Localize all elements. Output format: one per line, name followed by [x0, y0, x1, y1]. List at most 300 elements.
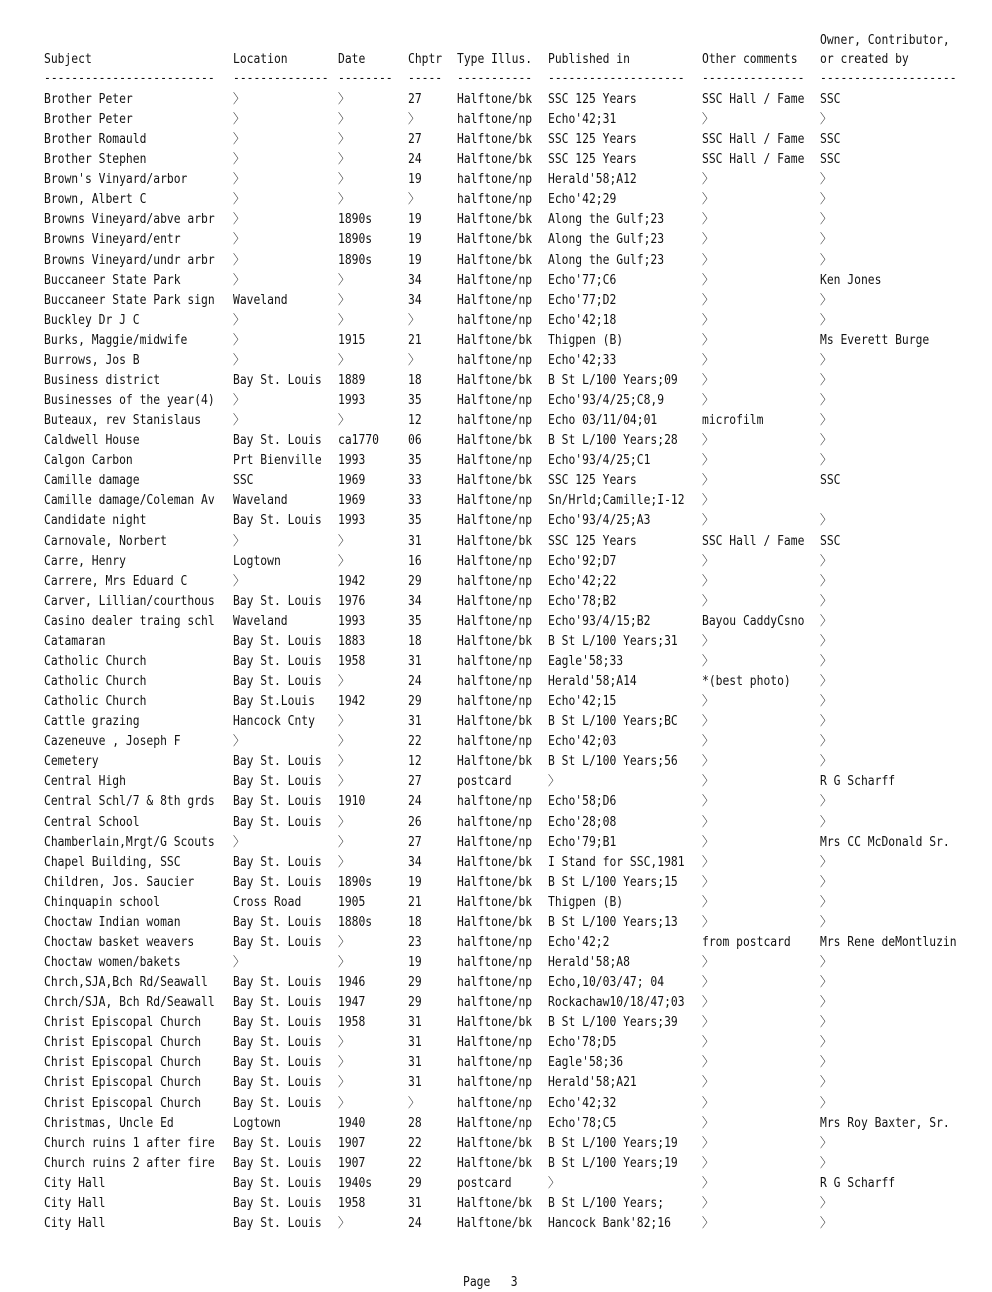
- cell-published-in: Echo'28;08: [548, 814, 617, 830]
- cell-date: 〉: [338, 533, 350, 549]
- cell-owner: 〉: [820, 754, 832, 770]
- page-footer: [463, 1275, 518, 1290]
- cell-chapter: 34: [408, 292, 422, 308]
- cell-date: 1946: [338, 975, 366, 991]
- cell-owner: 〉: [820, 252, 832, 268]
- cell-owner: 〉: [820, 734, 832, 750]
- cell-type-illus: Halftone/bk: [457, 372, 533, 388]
- cell-chapter: 31: [408, 1015, 422, 1031]
- cell-location: Bay St. Louis: [233, 1135, 322, 1151]
- cell-published-in: Hancock Bank'82;16: [548, 1215, 671, 1231]
- cell-other-comments: microfilm: [702, 413, 764, 429]
- cell-date: 1942: [338, 573, 366, 589]
- cell-date: 〉: [338, 312, 350, 328]
- cell-type-illus: Halftone/bk: [457, 1135, 533, 1151]
- cell-published-in: Herald'58;A21: [548, 1075, 637, 1091]
- cell-date: 〉: [338, 854, 350, 870]
- cell-chapter: 34: [408, 272, 422, 288]
- cell-chapter: 19: [408, 232, 422, 248]
- cell-location: 〉: [233, 172, 245, 188]
- column-header-published-in: Published in: [548, 52, 630, 67]
- cell-published-in: Echo'79;B1: [548, 834, 617, 850]
- cell-owner: 〉: [820, 854, 832, 870]
- cell-date: 1976: [338, 593, 366, 609]
- cell-owner: 〉: [820, 1215, 832, 1231]
- cell-location: 〉: [233, 352, 245, 368]
- cell-location: 〉: [233, 312, 245, 328]
- cell-subject: Cazeneuve , Joseph F: [44, 734, 181, 750]
- cell-published-in: Eagle'58;33: [548, 653, 624, 669]
- page-number: 3: [510, 1275, 518, 1290]
- cell-owner: R G Scharff: [820, 1175, 896, 1191]
- cell-subject: Chamberlain,Mrgt/G Scouts: [44, 834, 215, 850]
- cell-date: 〉: [338, 1215, 350, 1231]
- cell-subject: Camille damage: [44, 473, 140, 489]
- cell-type-illus: halftone/np: [457, 1075, 533, 1091]
- cell-subject: City Hall: [44, 1195, 106, 1211]
- cell-chapter: 19: [408, 955, 422, 970]
- cell-other-comments: SSC Hall / Fame: [702, 92, 805, 107]
- cell-subject: Buckley Dr J C: [44, 312, 140, 328]
- cell-chapter: 35: [408, 393, 422, 409]
- cell-date: 〉: [338, 674, 350, 690]
- cell-date: 〉: [338, 152, 350, 168]
- cell-published-in: Sn/Hrld;Camille;I-12: [548, 493, 685, 509]
- cell-type-illus: Halftone/np: [457, 1035, 533, 1051]
- cell-owner: 〉: [820, 955, 832, 970]
- cell-other-comments: 〉: [702, 172, 714, 188]
- cell-subject: Children, Jos. Saucier: [44, 874, 195, 890]
- cell-owner: SSC: [820, 533, 841, 549]
- cell-date: 〉: [338, 413, 350, 429]
- cell-type-illus: Halftone/np: [457, 493, 533, 509]
- cell-type-illus: halftone/np: [457, 312, 533, 328]
- cell-published-in: Echo'58;D6: [548, 794, 617, 810]
- cell-subject: Calgon Carbon: [44, 453, 133, 469]
- cell-owner: 〉: [820, 995, 832, 1011]
- cell-published-in: B St L/100 Years;09: [548, 372, 678, 388]
- cell-type-illus: halftone/np: [457, 674, 533, 690]
- cell-type-illus: Halftone/bk: [457, 132, 533, 148]
- cell-subject: Casino dealer traing schl: [44, 613, 215, 629]
- cell-location: Bay St. Louis: [233, 854, 322, 870]
- cell-chapter: 24: [408, 152, 422, 168]
- cell-location: Logtown: [233, 553, 281, 569]
- cell-date: 1993: [338, 513, 366, 529]
- cell-owner: 〉: [820, 814, 832, 830]
- cell-other-comments: from postcard: [702, 934, 791, 950]
- cell-published-in: Herald'58;A14: [548, 674, 637, 690]
- cell-owner: SSC: [820, 92, 841, 107]
- cell-type-illus: halftone/np: [457, 192, 533, 208]
- cell-location: Bay St. Louis: [233, 934, 322, 950]
- cell-type-illus: Halftone/bk: [457, 874, 533, 890]
- cell-other-comments: 〉: [702, 774, 714, 790]
- cell-owner: 〉: [820, 1195, 832, 1211]
- cell-date: 〉: [338, 112, 350, 128]
- cell-type-illus: Halftone/np: [457, 513, 533, 529]
- cell-subject: Business district: [44, 372, 161, 388]
- cell-other-comments: 〉: [702, 874, 714, 890]
- cell-owner: R G Scharff: [820, 774, 896, 790]
- cell-subject: Christ Episcopal Church: [44, 1055, 202, 1071]
- cell-other-comments: 〉: [702, 814, 714, 830]
- cell-date: 〉: [338, 834, 350, 850]
- cell-date: 1993: [338, 613, 366, 629]
- cell-location: 〉: [233, 393, 245, 409]
- cell-owner: 〉: [820, 372, 832, 388]
- cell-published-in: SSC 125 Years: [548, 152, 637, 168]
- cell-owner: Mrs Rene deMontluzin: [820, 934, 957, 950]
- cell-subject: Cattle grazing: [44, 714, 140, 730]
- cell-chapter: 27: [408, 774, 422, 790]
- cell-chapter: 21: [408, 332, 422, 348]
- cell-owner: Mrs CC McDonald Sr.: [820, 834, 950, 850]
- cell-published-in: Thigpen (B): [548, 894, 624, 910]
- cell-chapter: 16: [408, 553, 422, 569]
- cell-other-comments: 〉: [702, 794, 714, 810]
- cell-chapter: 12: [408, 754, 422, 770]
- cell-published-in: Herald'58;A12: [548, 172, 637, 188]
- cell-subject: Buteaux, rev Stanislaus: [44, 413, 202, 429]
- cell-subject: Camille damage/Coleman Av: [44, 493, 215, 509]
- cell-type-illus: Halftone/bk: [457, 92, 533, 107]
- cell-chapter: 12: [408, 413, 422, 429]
- cell-date: 1993: [338, 453, 366, 469]
- cell-other-comments: 〉: [702, 192, 714, 208]
- header-rule-location: --------------: [233, 71, 329, 86]
- cell-owner: 〉: [820, 453, 832, 469]
- cell-published-in: B St L/100 Years;19: [548, 1135, 678, 1151]
- cell-date: 1890s: [338, 252, 373, 268]
- cell-type-illus: Halftone/bk: [457, 894, 533, 910]
- cell-owner: 〉: [820, 112, 832, 128]
- header-rule-other-comments: ---------------: [702, 71, 805, 86]
- cell-subject: Chapel Building, SSC: [44, 854, 181, 870]
- cell-chapter: 28: [408, 1115, 422, 1131]
- cell-chapter: 31: [408, 1035, 422, 1051]
- cell-subject: Central Schl/7 & 8th grds: [44, 794, 215, 810]
- cell-type-illus: halftone/np: [457, 1095, 533, 1111]
- cell-subject: Buccaneer State Park sign: [44, 292, 215, 308]
- cell-location: Bay St. Louis: [233, 653, 322, 669]
- column-header-type-illus: Type Illus.: [457, 52, 533, 67]
- cell-subject: Church ruins 2 after fire: [44, 1155, 215, 1171]
- cell-date: 1907: [338, 1155, 366, 1171]
- cell-chapter: 31: [408, 1195, 422, 1211]
- cell-type-illus: Halftone/bk: [457, 714, 533, 730]
- cell-type-illus: Halftone/bk: [457, 152, 533, 168]
- cell-date: 1889: [338, 372, 366, 388]
- cell-subject: Brother Romauld: [44, 132, 147, 148]
- cell-type-illus: halftone/np: [457, 1055, 533, 1071]
- cell-date: 〉: [338, 1055, 350, 1071]
- cell-type-illus: Halftone/bk: [457, 854, 533, 870]
- cell-location: Bay St. Louis: [233, 1055, 322, 1071]
- cell-owner: 〉: [820, 633, 832, 649]
- cell-chapter: 19: [408, 212, 422, 228]
- cell-date: 1993: [338, 393, 366, 409]
- cell-subject: Brown, Albert C: [44, 192, 147, 208]
- cell-other-comments: 〉: [702, 352, 714, 368]
- cell-date: 〉: [338, 1075, 350, 1091]
- cell-chapter: 19: [408, 252, 422, 268]
- cell-date: 1940: [338, 1115, 366, 1131]
- cell-owner: 〉: [820, 1135, 832, 1151]
- cell-other-comments: 〉: [702, 1095, 714, 1111]
- cell-other-comments: 〉: [702, 493, 714, 509]
- cell-published-in: Echo'42;18: [548, 312, 617, 328]
- cell-date: 1947: [338, 995, 366, 1011]
- cell-location: Bay St. Louis: [233, 995, 322, 1011]
- cell-other-comments: 〉: [702, 653, 714, 669]
- cell-other-comments: 〉: [702, 473, 714, 489]
- cell-chapter: 35: [408, 613, 422, 629]
- cell-location: Waveland: [233, 292, 288, 308]
- cell-subject: Chinquapin school: [44, 894, 161, 910]
- cell-type-illus: halftone/np: [457, 653, 533, 669]
- cell-owner: 〉: [820, 413, 832, 429]
- header-rule-date: --------: [338, 71, 393, 86]
- cell-location: Bay St. Louis: [233, 914, 322, 930]
- cell-location: 〉: [233, 272, 245, 288]
- cell-location: 〉: [233, 955, 245, 970]
- cell-type-illus: Halftone/bk: [457, 332, 533, 348]
- cell-type-illus: Halftone/bk: [457, 1215, 533, 1231]
- cell-chapter: 35: [408, 453, 422, 469]
- cell-subject: Carver, Lillian/courthous: [44, 593, 215, 609]
- cell-other-comments: SSC Hall / Fame: [702, 152, 805, 168]
- cell-location: Bay St. Louis: [233, 774, 322, 790]
- cell-other-comments: 〉: [702, 272, 714, 288]
- cell-type-illus: Halftone/np: [457, 1115, 533, 1131]
- cell-date: 1910: [338, 794, 366, 810]
- cell-other-comments: 〉: [702, 553, 714, 569]
- cell-other-comments: 〉: [702, 372, 714, 388]
- cell-published-in: Herald'58;A8: [548, 955, 630, 970]
- cell-chapter: 21: [408, 894, 422, 910]
- cell-chapter: 33: [408, 473, 422, 489]
- cell-owner: 〉: [820, 914, 832, 930]
- cell-location: 〉: [233, 152, 245, 168]
- cell-chapter: 〉: [408, 352, 420, 368]
- cell-owner: 〉: [820, 653, 832, 669]
- cell-subject: Chrch/SJA, Bch Rd/Seawall: [44, 995, 215, 1011]
- cell-other-comments: 〉: [702, 232, 714, 248]
- cell-location: 〉: [233, 734, 245, 750]
- cell-type-illus: halftone/np: [457, 352, 533, 368]
- cell-chapter: 24: [408, 794, 422, 810]
- cell-owner: 〉: [820, 1015, 832, 1031]
- cell-owner: 〉: [820, 975, 832, 991]
- cell-published-in: B St L/100 Years;39: [548, 1015, 678, 1031]
- cell-published-in: Echo'42;03: [548, 734, 617, 750]
- cell-subject: Christ Episcopal Church: [44, 1015, 202, 1031]
- cell-owner: 〉: [820, 433, 832, 449]
- cell-date: 1890s: [338, 874, 373, 890]
- cell-type-illus: Halftone/np: [457, 272, 533, 288]
- cell-type-illus: halftone/np: [457, 794, 533, 810]
- cell-chapter: 34: [408, 593, 422, 609]
- cell-subject: Church ruins 1 after fire: [44, 1135, 215, 1151]
- cell-type-illus: halftone/np: [457, 955, 533, 970]
- cell-type-illus: Halftone/bk: [457, 1015, 533, 1031]
- cell-chapter: 27: [408, 92, 422, 107]
- cell-chapter: 18: [408, 914, 422, 930]
- cell-date: 〉: [338, 172, 350, 188]
- cell-other-comments: 〉: [702, 433, 714, 449]
- cell-location: Prt Bienville: [233, 453, 322, 469]
- cell-other-comments: 〉: [702, 1115, 714, 1131]
- cell-date: 〉: [338, 292, 350, 308]
- cell-subject: Brother Stephen: [44, 152, 147, 168]
- cell-subject: Catholic Church: [44, 653, 147, 669]
- cell-other-comments: 〉: [702, 734, 714, 750]
- cell-location: Bay St.Louis: [233, 694, 315, 710]
- cell-other-comments: 〉: [702, 393, 714, 409]
- cell-type-illus: halftone/np: [457, 995, 533, 1011]
- cell-type-illus: Halftone/np: [457, 553, 533, 569]
- cell-published-in: Echo'93/4/25;A3: [548, 513, 651, 529]
- cell-date: 〉: [338, 1095, 350, 1111]
- cell-location: Bay St. Louis: [233, 814, 322, 830]
- cell-location: Bay St. Louis: [233, 1175, 322, 1191]
- cell-chapter: 06: [408, 433, 422, 449]
- cell-owner: 〉: [820, 613, 832, 629]
- cell-published-in: Echo 03/11/04;01: [548, 413, 658, 429]
- cell-type-illus: halftone/np: [457, 413, 533, 429]
- cell-other-comments: 〉: [702, 1135, 714, 1151]
- cell-published-in: B St L/100 Years;31: [548, 633, 678, 649]
- cell-published-in: B St L/100 Years;19: [548, 1155, 678, 1171]
- cell-chapter: 29: [408, 573, 422, 589]
- cell-location: 〉: [233, 232, 245, 248]
- cell-chapter: 18: [408, 633, 422, 649]
- cell-published-in: Echo'77;D2: [548, 292, 617, 308]
- cell-published-in: Echo'42;15: [548, 694, 617, 710]
- cell-owner: 〉: [820, 573, 832, 589]
- cell-owner: 〉: [820, 393, 832, 409]
- cell-location: Bay St. Louis: [233, 1095, 322, 1111]
- cell-published-in: Echo'42;31: [548, 112, 617, 128]
- cell-location: Hancock Cnty: [233, 714, 315, 730]
- cell-other-comments: 〉: [702, 714, 714, 730]
- cell-location: Cross Road: [233, 894, 302, 910]
- cell-chapter: 33: [408, 493, 422, 509]
- cell-published-in: Echo'78;D5: [548, 1035, 617, 1051]
- cell-type-illus: Halftone/bk: [457, 252, 533, 268]
- column-header-date: Date: [338, 52, 366, 67]
- cell-date: 〉: [338, 734, 350, 750]
- cell-subject: Carre, Henry: [44, 553, 126, 569]
- cell-other-comments: 〉: [702, 513, 714, 529]
- cell-owner: 〉: [820, 794, 832, 810]
- cell-type-illus: Halftone/bk: [457, 633, 533, 649]
- cell-other-comments: 〉: [702, 1055, 714, 1071]
- cell-subject: Central School: [44, 814, 140, 830]
- cell-location: 〉: [233, 413, 245, 429]
- cell-type-illus: halftone/np: [457, 734, 533, 750]
- cell-date: 〉: [338, 132, 350, 148]
- cell-owner: 〉: [820, 874, 832, 890]
- cell-chapter: 24: [408, 674, 422, 690]
- cell-type-illus: halftone/np: [457, 172, 533, 188]
- cell-type-illus: halftone/np: [457, 112, 533, 128]
- cell-date: 1883: [338, 633, 366, 649]
- cell-subject: Choctaw women/bakets: [44, 955, 181, 970]
- cell-other-comments: 〉: [702, 593, 714, 609]
- cell-published-in: SSC 125 Years: [548, 92, 637, 107]
- cell-type-illus: Halftone/np: [457, 593, 533, 609]
- column-header-location: Location: [233, 52, 288, 67]
- cell-type-illus: halftone/np: [457, 934, 533, 950]
- cell-date: 1907: [338, 1135, 366, 1151]
- cell-location: 〉: [233, 92, 245, 107]
- cell-subject: Christmas, Uncle Ed: [44, 1115, 174, 1131]
- cell-owner: 〉: [820, 1155, 832, 1171]
- cell-subject: Carrere, Mrs Eduard C: [44, 573, 188, 589]
- cell-owner: 〉: [820, 292, 832, 308]
- cell-date: 〉: [338, 1035, 350, 1051]
- cell-owner: SSC: [820, 152, 841, 168]
- cell-chapter: 22: [408, 1135, 422, 1151]
- cell-date: 1940s: [338, 1175, 373, 1191]
- cell-location: 〉: [233, 252, 245, 268]
- column-header-subject: Subject: [44, 52, 92, 67]
- cell-location: 〉: [233, 132, 245, 148]
- cell-chapter: 31: [408, 653, 422, 669]
- page-label: Page: [463, 1275, 491, 1290]
- cell-subject: Buccaneer State Park: [44, 272, 181, 288]
- cell-other-comments: 〉: [702, 1035, 714, 1051]
- cell-chapter: 29: [408, 694, 422, 710]
- cell-date: 1969: [338, 493, 366, 509]
- cell-chapter: 26: [408, 814, 422, 830]
- cell-type-illus: postcard: [457, 774, 512, 790]
- cell-subject: Choctaw Indian woman: [44, 914, 181, 930]
- cell-other-comments: 〉: [702, 112, 714, 128]
- cell-published-in: B St L/100 Years;56: [548, 754, 678, 770]
- cell-location: Waveland: [233, 493, 288, 509]
- cell-date: 1958: [338, 1015, 366, 1031]
- cell-other-comments: 〉: [702, 754, 714, 770]
- cell-owner: Mrs Roy Baxter, Sr.: [820, 1115, 950, 1131]
- cell-location: Bay St. Louis: [233, 1075, 322, 1091]
- cell-chapter: 18: [408, 372, 422, 388]
- cell-location: 〉: [233, 192, 245, 208]
- cell-subject: Catholic Church: [44, 674, 147, 690]
- cell-location: Logtown: [233, 1115, 281, 1131]
- cell-published-in: Rockachaw10/18/47;03: [548, 995, 685, 1011]
- cell-subject: Browns Vineyard/undr arbr: [44, 252, 215, 268]
- cell-published-in: Echo'92;D7: [548, 553, 617, 569]
- cell-published-in: Echo'78;B2: [548, 593, 617, 609]
- cell-subject: Caldwell House: [44, 433, 140, 449]
- cell-location: Bay St. Louis: [233, 975, 322, 991]
- cell-published-in: Echo'93/4/25;C1: [548, 453, 651, 469]
- cell-date: ca1770: [338, 433, 379, 449]
- cell-published-in: SSC 125 Years: [548, 533, 637, 549]
- cell-owner: 〉: [820, 312, 832, 328]
- cell-date: 〉: [338, 934, 350, 950]
- cell-type-illus: Halftone/np: [457, 613, 533, 629]
- cell-owner: 〉: [820, 1075, 832, 1091]
- cell-subject: Catholic Church: [44, 694, 147, 710]
- cell-subject: Catamaran: [44, 633, 106, 649]
- header-rule-subject: -------------------------: [44, 71, 215, 86]
- cell-date: 〉: [338, 714, 350, 730]
- cell-date: 1890s: [338, 232, 373, 248]
